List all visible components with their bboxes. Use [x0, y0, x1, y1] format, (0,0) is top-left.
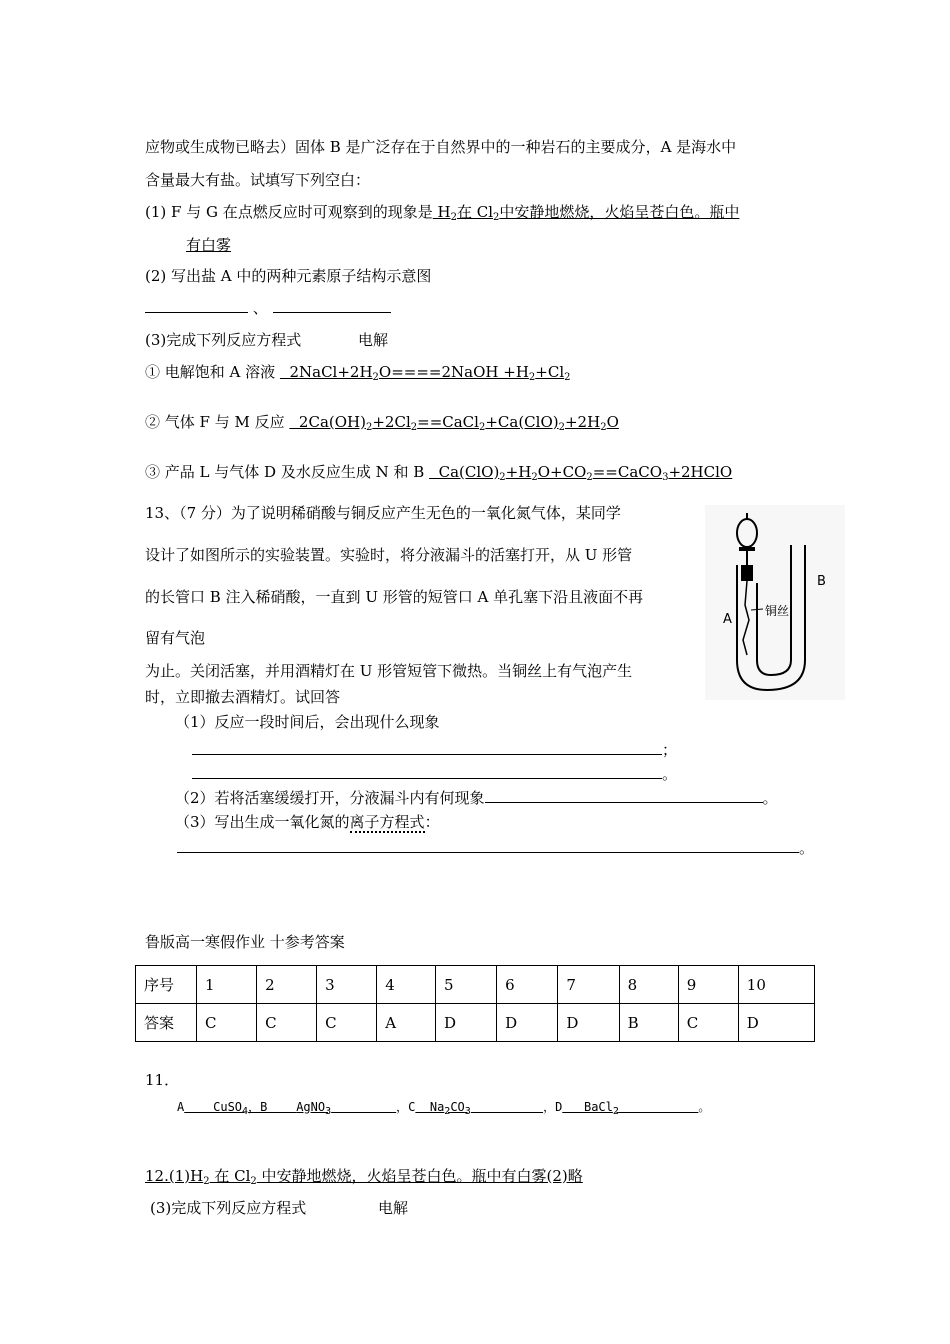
label-b: B [817, 574, 826, 589]
period: 。 [762, 789, 778, 807]
reaction1-equation: $2NaCl+2H_2O====2NaOH +H_2+Cl_2$ [279, 363, 571, 383]
q12-intro-line1: 应物或生成物已略去）固体 B 是广泛存在于自然界中的一种岩石的主要成分，A 是海水中 [145, 138, 737, 156]
q12-part3: (3)完成下列反应方程式 [145, 331, 302, 349]
table-cell: D [435, 1004, 496, 1042]
table-cell: C [317, 1004, 377, 1042]
q13-line4: 留有气泡 [145, 629, 206, 647]
row-head: 序号 [136, 966, 197, 1004]
answer-11 [177, 1097, 710, 1117]
table-cell: C [678, 1004, 738, 1042]
answer-11-label: 11． [145, 1071, 180, 1089]
reaction3-equation: $Ca(ClO)_2+H_2O+CO_2==CaCO_3+2HClO$ [429, 463, 733, 483]
answer-12-part3: (3)完成下列反应方程式 [150, 1199, 307, 1217]
a11-c-value: $Na_2CO_3$ [415, 1100, 471, 1117]
a11-a-value: CuSO$_4$，B [184, 1100, 297, 1117]
q12-part1 [145, 202, 739, 222]
q12-part1-answer-cont: 有白雾 [186, 236, 232, 254]
q12-intro-line2: 含量最大有盐。试填写下列空白： [145, 171, 371, 189]
blank-field[interactable] [273, 298, 391, 313]
table-cell: D [558, 1004, 619, 1042]
q12-part1-prefix: (1) F 与 G 在点燃反应时可观察到的现象是 [145, 203, 433, 221]
semicolon: ； [662, 741, 678, 759]
reaction1-label: ① 电解饱和 A 溶液 [145, 363, 276, 381]
q12-part2: (2) 写出盐 A 中的两种元素原子结构示意图 [145, 267, 432, 285]
answer-12-electrolysis: 电解 [378, 1199, 409, 1217]
q13-sub2-text: （2）若将活塞缓缓打开，分液漏斗内有何现象 [175, 789, 485, 807]
q13-line5: 为止。关闭活塞，并用酒精灯在 U 形管短管下微热。当铜丝上有气泡产生 [145, 662, 633, 680]
table-cell: 1 [197, 966, 257, 1004]
q13-line6: 时，立即撤去酒精灯。试回答 [145, 688, 341, 706]
a11-c: ，C [396, 1100, 416, 1114]
a11-d-value: BaCl$_2$ [562, 1100, 619, 1117]
q13-sub3-emphasis: 离子方程式 [349, 813, 425, 831]
q13-sub3-blank [177, 838, 814, 858]
a11-end: 。 [698, 1100, 711, 1114]
q12-reaction3 [145, 462, 732, 482]
q13-sub3 [175, 812, 440, 832]
table-cell: B [619, 1004, 678, 1042]
q12-part2-blanks [145, 298, 391, 318]
answers-title: 鲁版高一寒假作业 十参考答案 [145, 933, 345, 951]
q12-reaction1 [145, 362, 571, 382]
table-cell: 5 [435, 966, 496, 1004]
table-cell: D [738, 1004, 814, 1042]
q13-sub3-suffix: ： [424, 813, 440, 831]
reaction2-equation: $2Ca(OH)_2+2Cl_2==CaCl_2+Ca(ClO)_2+2H_2O$ [289, 413, 619, 433]
reaction3-label: ③ 产品 L 与气体 D 及水反应生成 N 和 B [145, 463, 425, 481]
separator: 、 [252, 299, 268, 317]
answer-blank[interactable] [177, 838, 799, 853]
u-tube-apparatus-figure [705, 505, 845, 700]
q12-part1-answer: $H_2$在 $Cl_2$中安静地燃烧，火焰呈苍白色。瓶中 [432, 203, 740, 223]
table-cell: 4 [377, 966, 436, 1004]
q12-reaction2 [145, 412, 619, 432]
table-cell: 7 [558, 966, 619, 1004]
period: 。 [662, 765, 678, 783]
q13-sub3-prefix: （3）写出生成一氧化氮的 [175, 813, 350, 831]
table-row [136, 966, 815, 1004]
q13-line1: 13、（7 分）为了说明稀硝酸与铜反应产生无色的一氧化氮气体，某同学 [145, 504, 621, 522]
table-row [136, 1004, 815, 1042]
blank-field[interactable] [145, 298, 248, 313]
q13-sub1-blank2 [192, 764, 677, 784]
table-cell: 2 [257, 966, 317, 1004]
q13-line3: 的长管口 B 注入稀硝酸，一直到 U 形管的短管口 A 单孔塞下沿且液面不再 [145, 588, 644, 606]
table-cell: 10 [738, 966, 814, 1004]
wire-label: 铜丝 [765, 604, 790, 618]
answer-blank[interactable] [192, 764, 662, 779]
answer-blank[interactable] [485, 788, 763, 803]
q12-electrolysis-label: 电解 [358, 331, 389, 349]
table-cell: 8 [619, 966, 678, 1004]
table-cell: C [197, 1004, 257, 1042]
q13-line2: 设计了如图所示的实验装置。实验时，将分液漏斗的活塞打开，从 U 形管 [145, 546, 633, 564]
label-a: A [723, 612, 732, 627]
a11-a: A [177, 1100, 185, 1114]
period: 。 [799, 839, 815, 857]
a11-d: ，D [543, 1100, 563, 1114]
table-cell: 6 [497, 966, 558, 1004]
table-cell: C [257, 1004, 317, 1042]
q13-sub2 [175, 788, 778, 808]
reaction2-label: ② 气体 F 与 M 反应 [145, 413, 285, 431]
answer-table [135, 965, 815, 1042]
table-cell: 3 [317, 966, 377, 1004]
answer-blank[interactable] [192, 740, 662, 755]
table-cell: A [377, 1004, 436, 1042]
q13-sub1-blank1 [192, 740, 677, 760]
answer-12: $12.(1)H_2$ 在 $Cl_2$ 中安静地燃烧，火焰呈苍白色。瓶中有白雾(2)略 [145, 1167, 583, 1187]
table-cell: D [497, 1004, 558, 1042]
row-head: 答案 [136, 1004, 197, 1042]
q13-sub1: （1）反应一段时间后，会出现什么现象 [175, 713, 440, 731]
table-cell: 9 [678, 966, 738, 1004]
a11-b-value: AgNO$_3$ [296, 1100, 332, 1117]
